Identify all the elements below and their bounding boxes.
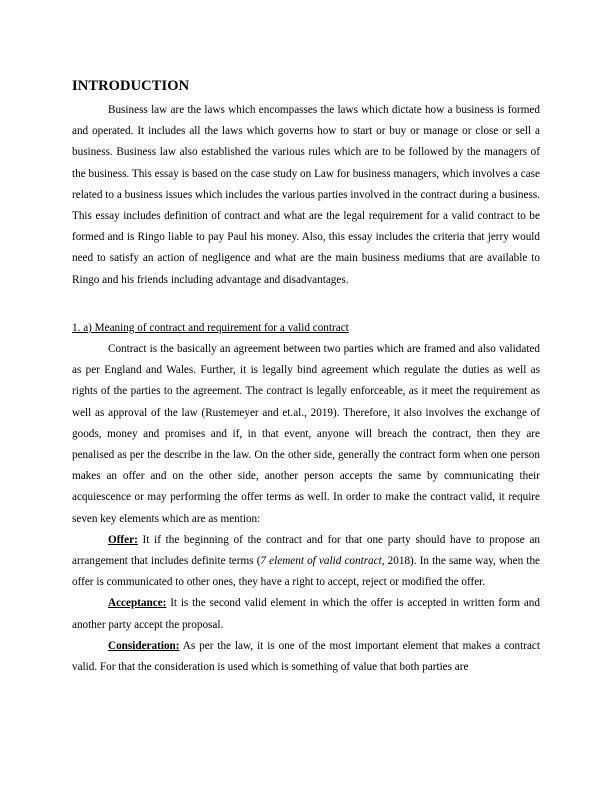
page-content: [72, 77, 540, 678]
intro-paragraph: Business law are the laws which encompasses the laws which dictate how a business is formed and operated. It includes all the laws which governs how to start or buy or manage or close or sell a business. Business law also established the various rules which are to be followed by the managers of the business. This essay is based on the case study on Law for business managers, which involves a case related to a business issues which includes the various parties involved in the contract during a business. This essay includes definition of contract and what are the legal requirement for a valid contract to be formed and is Ringo liable to pay Paul his money. Also, this essay includes the criteria that jerry would need to satisfy an action of negligence and what are the main business mediums that are available to Ringo and his friends including advantage and disadvantages.: [72, 104, 540, 286]
offer-paragraph: [72, 530, 540, 594]
offer-citation: 7 element of valid contract,: [260, 555, 385, 568]
acceptance-term: Acceptance:: [108, 597, 167, 610]
acceptance-text: It is the second valid element in which the offer is accepted in written form and another party accept the proposal.: [72, 597, 540, 631]
offer-term: Offer:: [108, 533, 138, 546]
offer-text-after: 2018). In the same way, when the offer is communicated to other ones, they have a right to accept, reject or modified the offer.: [72, 555, 541, 589]
acceptance-paragraph: [72, 593, 540, 635]
offer-text-before: It if the beginning of the contract and for that one party should have to propose an arrangement that includes definite terms (: [72, 533, 540, 568]
contract-paragraph: Contract is the basically an agreement between two parties which are framed and also validated as per England and Wales. Further, it is legally bind agreement which regulate the duties as well as rights of the parties to the agreement. The contract is legally enforceable, as it meet the requirement as well as approval of the law (Rustemeyer and et.al., 2019). Therefore, it also involves the exchange of goods, money and promises and if, in that event, anyone will breach the contract, then they are penalised as per the describe in the law. On the other side, generally the contract form when one person makes an offer and on the other side, another person accepts the same by communicating their acquiescence or may performing the offer terms as well. In order to make the contract valid, it require seven key elements which are as mention:: [72, 343, 540, 525]
consideration-paragraph: [72, 636, 540, 678]
section-heading-contract: 1. a) Meaning of contract and requirement for a valid contract: [72, 321, 349, 334]
consideration-text: As per the law, it is one of the most important element that makes a contract valid. For that the consideration is used which is something of value that both parties are: [72, 639, 540, 674]
introduction-heading: INTRODUCTION: [72, 78, 190, 94]
consideration-term: Consideration:: [108, 639, 180, 652]
